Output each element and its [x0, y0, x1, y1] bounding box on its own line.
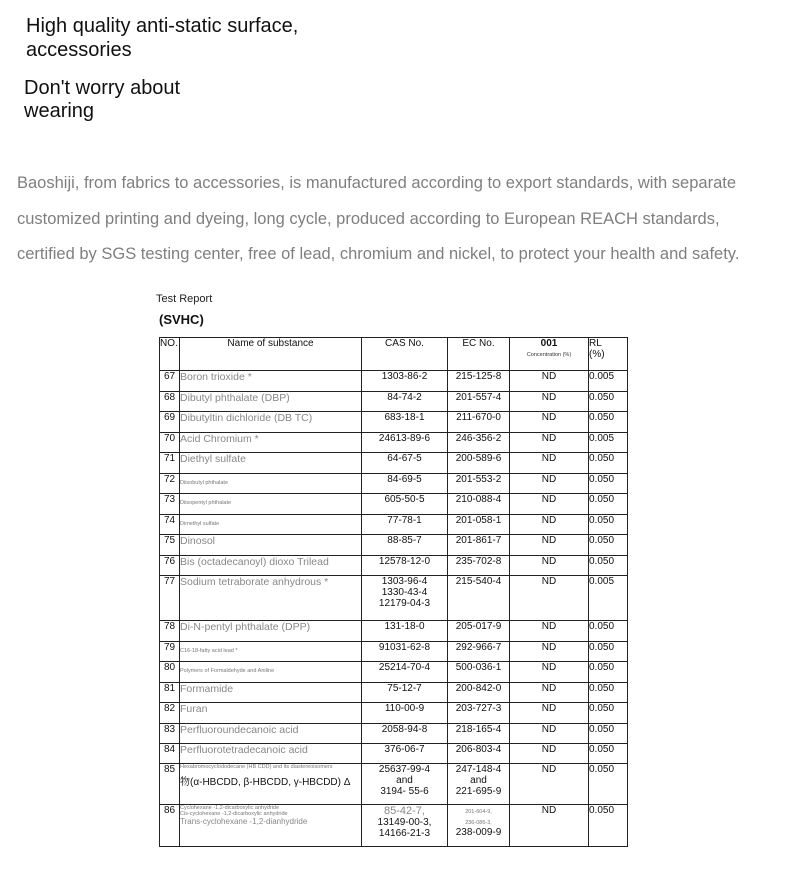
- table-row: [160, 474, 628, 494]
- header-concentration: [510, 338, 589, 371]
- table-row: [160, 556, 628, 576]
- intro-line: Baoshiji, from fabrics to accessories, is manufactured according to export standards, with separate: [17, 174, 737, 192]
- table-row: [160, 724, 628, 744]
- cas-value: 25214-70-4: [378, 662, 431, 673]
- substance-name: Dinosol: [180, 535, 362, 556]
- rl-value: 0.050: [589, 764, 628, 805]
- ec-number: [448, 474, 510, 494]
- table-row: [160, 662, 628, 683]
- intro-line: customized printing and dyeing, long cycle, produced according to European REACH standards,: [17, 209, 720, 228]
- substance-name: Bis (octadecanoyl) dioxo Trilead: [180, 556, 362, 576]
- ec-value: and: [470, 775, 487, 786]
- ec-value: 205-017-9: [455, 621, 502, 632]
- header-conc-id: 001: [540, 338, 558, 349]
- concentration-value: ND: [510, 371, 589, 392]
- substance-name: Sodium tetraborate anhydrous *: [180, 576, 362, 621]
- row-number: 79: [160, 642, 180, 662]
- substance-name: Perfluoroundecanoic acid: [180, 724, 362, 744]
- cas-value: 376-06-7: [384, 744, 425, 755]
- concentration-value: ND: [510, 392, 589, 412]
- concentration-value: ND: [510, 556, 589, 576]
- rl-value: 0.050: [589, 535, 628, 556]
- substance-name-cell: [180, 805, 362, 847]
- header-ec: EC No.: [448, 338, 510, 371]
- ec-value: 200-842-0: [455, 683, 502, 694]
- table-row: [160, 764, 628, 805]
- cas-value: 1303-96-4: [381, 576, 428, 587]
- table-row: [160, 371, 628, 392]
- cas-number: [362, 642, 448, 662]
- concentration-value: ND: [510, 662, 589, 683]
- table-row: [160, 392, 628, 412]
- cas-value: 2058-94-8: [381, 724, 428, 735]
- header-rl-label: RL: [589, 338, 602, 349]
- cas-value: 24613-89-6: [378, 433, 431, 444]
- ec-number: [448, 371, 510, 392]
- cas-number: [362, 764, 448, 805]
- ec-number: [448, 642, 510, 662]
- cas-value: and: [396, 775, 413, 786]
- ec-value: 215-540-4: [455, 576, 502, 587]
- cas-value: 88-85-7: [387, 535, 422, 546]
- rl-value: 0.005: [589, 576, 628, 621]
- cas-number: [362, 576, 448, 621]
- substance-name-alt: Cis-cyclohexane -1,2-dicarboxylic anhydride: [180, 811, 288, 817]
- ec-value: 201-604-9,: [465, 809, 492, 815]
- table-row: [160, 805, 628, 847]
- table-row: [160, 642, 628, 662]
- rl-value: 0.050: [589, 621, 628, 642]
- cas-value: 84-69-5: [387, 474, 422, 485]
- ec-value: 201-553-2: [455, 474, 502, 485]
- substance-name: Boron trioxide *: [180, 371, 362, 392]
- cas-value: 64-67-5: [387, 453, 422, 464]
- table-header-row: [160, 338, 628, 371]
- substance-name: Formamide: [180, 683, 362, 703]
- intro-line: certified by SGS testing center, free of lead, chromium and nickel, to protect your health and safety.: [17, 245, 740, 263]
- header-no: NO.: [160, 338, 180, 371]
- row-number: 77: [160, 576, 180, 621]
- concentration-value: ND: [510, 805, 589, 847]
- header-name: Name of substance: [180, 338, 362, 371]
- row-number: 76: [160, 556, 180, 576]
- ec-value: 215-125-8: [455, 371, 502, 382]
- ec-value: 236-086-3,: [465, 820, 492, 826]
- cas-number: [362, 392, 448, 412]
- row-number: 69: [160, 412, 180, 433]
- ec-value: 203-727-3: [455, 703, 502, 714]
- table-row: [160, 453, 628, 474]
- row-number: 83: [160, 724, 180, 744]
- substance-name: Dibutyl phthalate (DBP): [180, 392, 362, 412]
- ec-value: 221-695-9: [455, 786, 502, 797]
- ec-number: [448, 805, 510, 847]
- row-number: 86: [160, 805, 180, 847]
- cas-value: 13149-00-3,: [377, 817, 432, 828]
- table-row: [160, 744, 628, 764]
- ec-number: [448, 764, 510, 805]
- ec-value: 246-356-2: [455, 433, 502, 444]
- table-row: [160, 621, 628, 642]
- substance-name: Perfluorotetradecanoic acid: [180, 744, 362, 764]
- row-number: 71: [160, 453, 180, 474]
- ec-value: 247-148-4: [455, 764, 502, 775]
- rl-value: 0.050: [589, 662, 628, 683]
- table-row: [160, 515, 628, 535]
- table-row: [160, 703, 628, 724]
- rl-value: 0.050: [589, 642, 628, 662]
- cas-number: [362, 371, 448, 392]
- substance-name-alt2: Trans-cyclohexane -1,2-dianhydride: [180, 817, 308, 826]
- ec-value: 200-589-6: [455, 453, 502, 464]
- ec-value: 201-058-1: [455, 515, 502, 526]
- cas-value: 3194- 55-6: [380, 786, 429, 797]
- table-row: [160, 433, 628, 453]
- rl-value: 0.050: [589, 412, 628, 433]
- ec-value: 238-009-9: [455, 827, 502, 838]
- concentration-value: ND: [510, 474, 589, 494]
- ec-value: 500-036-1: [455, 662, 502, 673]
- cas-number: [362, 515, 448, 535]
- cas-value: 683-18-1: [384, 412, 425, 423]
- substance-name: Diethyl sulfate: [180, 453, 362, 474]
- ec-value: 206-803-4: [455, 744, 502, 755]
- header-cas: CAS No.: [362, 338, 448, 371]
- concentration-value: ND: [510, 433, 589, 453]
- table-row: [160, 535, 628, 556]
- rl-value: 0.050: [589, 453, 628, 474]
- substance-name: Acid Chromium *: [180, 433, 362, 453]
- cas-number: [362, 744, 448, 764]
- row-number: 72: [160, 474, 180, 494]
- rl-value: 0.050: [589, 494, 628, 515]
- substance-name: Dimethyl sulfate: [180, 515, 362, 535]
- cas-value: 75-12-7: [387, 683, 422, 694]
- ec-number: [448, 453, 510, 474]
- ec-number: [448, 724, 510, 744]
- substance-name: Di-N-pentyl phthalate (DPP): [180, 621, 362, 642]
- ec-number: [448, 683, 510, 703]
- concentration-value: ND: [510, 724, 589, 744]
- ec-number: [448, 621, 510, 642]
- row-number: 81: [160, 683, 180, 703]
- ec-value: 211-670-0: [456, 412, 501, 423]
- rl-value: 0.050: [589, 392, 628, 412]
- concentration-value: ND: [510, 515, 589, 535]
- ec-number: [448, 576, 510, 621]
- row-number: 74: [160, 515, 180, 535]
- concentration-value: ND: [510, 494, 589, 515]
- cas-number: [362, 621, 448, 642]
- ec-number: [448, 392, 510, 412]
- table-row: [160, 683, 628, 703]
- substance-name-alt: 物(α-HBCDD, β-HBCDD, γ-HBCDD) Δ: [180, 777, 351, 788]
- cas-value: 1303-86-2: [381, 371, 428, 382]
- concentration-value: ND: [510, 412, 589, 433]
- report-subtitle: (SVHC): [159, 312, 204, 327]
- cas-number: [362, 474, 448, 494]
- cas-value: 25637-99-4: [378, 764, 431, 775]
- concentration-value: ND: [510, 764, 589, 805]
- cas-number: [362, 494, 448, 515]
- cas-value: 110-00-9: [384, 703, 425, 714]
- rl-value: 0.005: [589, 371, 628, 392]
- cas-value: 84-74-2: [387, 392, 422, 403]
- ec-number: [448, 556, 510, 576]
- concentration-value: ND: [510, 744, 589, 764]
- ec-number: [448, 433, 510, 453]
- substance-name: Diisopentyl phthalate: [180, 494, 362, 515]
- cas-value: 605-50-5: [384, 494, 425, 505]
- ec-number: [448, 494, 510, 515]
- rl-value: 0.050: [589, 515, 628, 535]
- row-number: 68: [160, 392, 180, 412]
- rl-value: 0.050: [589, 683, 628, 703]
- ec-number: [448, 535, 510, 556]
- row-number: 75: [160, 535, 180, 556]
- substance-name-cell: [180, 764, 362, 805]
- rl-value: 0.050: [589, 556, 628, 576]
- row-number: 82: [160, 703, 180, 724]
- row-number: 70: [160, 433, 180, 453]
- rl-value: 0.050: [589, 724, 628, 744]
- header-conc-sub: Concentration (%): [526, 352, 572, 358]
- heading-primary: High quality anti-static surface, accessories: [26, 15, 299, 61]
- concentration-value: ND: [510, 621, 589, 642]
- cas-value: 77-78-1: [387, 515, 422, 526]
- svhc-table: [159, 337, 628, 847]
- intro-paragraph: [17, 166, 783, 273]
- cas-value: 91031-62-8: [378, 642, 431, 653]
- cas-number: [362, 453, 448, 474]
- substance-name: Hexabromocyclododecane (HB CDD) and its diastereoisomers: [180, 764, 333, 770]
- table-row: [160, 412, 628, 433]
- cas-number: [362, 412, 448, 433]
- cas-value: 131-18-0: [384, 621, 425, 632]
- header-rl-unit: (%): [589, 349, 605, 360]
- report-label: Test Report: [156, 293, 213, 305]
- rl-value: 0.005: [589, 433, 628, 453]
- concentration-value: ND: [510, 576, 589, 621]
- table-row: [160, 494, 628, 515]
- substance-name: Cyclohexane -1,2-dicarboxylic anhydride: [180, 805, 280, 811]
- cas-value: 12179-04-3: [378, 598, 431, 609]
- cas-value: 12578-12-0: [378, 556, 431, 567]
- row-number: 84: [160, 744, 180, 764]
- ec-value: 201-557-4: [455, 392, 502, 403]
- ec-value: 292-966-7: [455, 642, 502, 653]
- substance-name: C16-18-fatty acid lead *: [180, 642, 362, 662]
- cas-number: [362, 724, 448, 744]
- concentration-value: ND: [510, 453, 589, 474]
- concentration-value: ND: [510, 535, 589, 556]
- cas-number: [362, 662, 448, 683]
- ec-number: [448, 515, 510, 535]
- ec-number: [448, 744, 510, 764]
- substance-name: Dibutyltin dichloride (DB TC): [180, 412, 362, 433]
- rl-value: 0.050: [589, 703, 628, 724]
- rl-value: 0.050: [589, 805, 628, 847]
- rl-value: 0.050: [589, 744, 628, 764]
- cas-number: [362, 556, 448, 576]
- ec-number: [448, 412, 510, 433]
- ec-number: [448, 703, 510, 724]
- row-number: 80: [160, 662, 180, 683]
- substance-name: Polymers of Formaldehyde and Aniline: [180, 662, 362, 683]
- row-number: 78: [160, 621, 180, 642]
- cas-number: [362, 683, 448, 703]
- cas-number: [362, 535, 448, 556]
- concentration-value: ND: [510, 642, 589, 662]
- ec-value: 201-861-7: [455, 535, 502, 546]
- cas-value: 14166-21-3: [378, 828, 431, 839]
- concentration-value: ND: [510, 703, 589, 724]
- substance-name: Diisobutyl phthalate: [180, 474, 362, 494]
- rl-value: 0.050: [589, 474, 628, 494]
- header-rl: [589, 338, 628, 371]
- row-number: 85: [160, 764, 180, 805]
- concentration-value: ND: [510, 683, 589, 703]
- row-number: 67: [160, 371, 180, 392]
- cas-number: [362, 433, 448, 453]
- ec-value: 210-088-4: [455, 494, 502, 505]
- cas-number: [362, 703, 448, 724]
- cas-number: [362, 805, 448, 847]
- substance-name: Furan: [180, 703, 362, 724]
- cas-value: 1330-43-4: [381, 587, 428, 598]
- ec-value: 235-702-8: [455, 556, 502, 567]
- row-number: 73: [160, 494, 180, 515]
- heading-secondary: Don't worry about wearing: [24, 77, 181, 122]
- ec-value: 218-165-4: [455, 724, 502, 735]
- ec-number: [448, 662, 510, 683]
- cas-value: 85-42-7,: [384, 805, 425, 817]
- table-row: [160, 576, 628, 621]
